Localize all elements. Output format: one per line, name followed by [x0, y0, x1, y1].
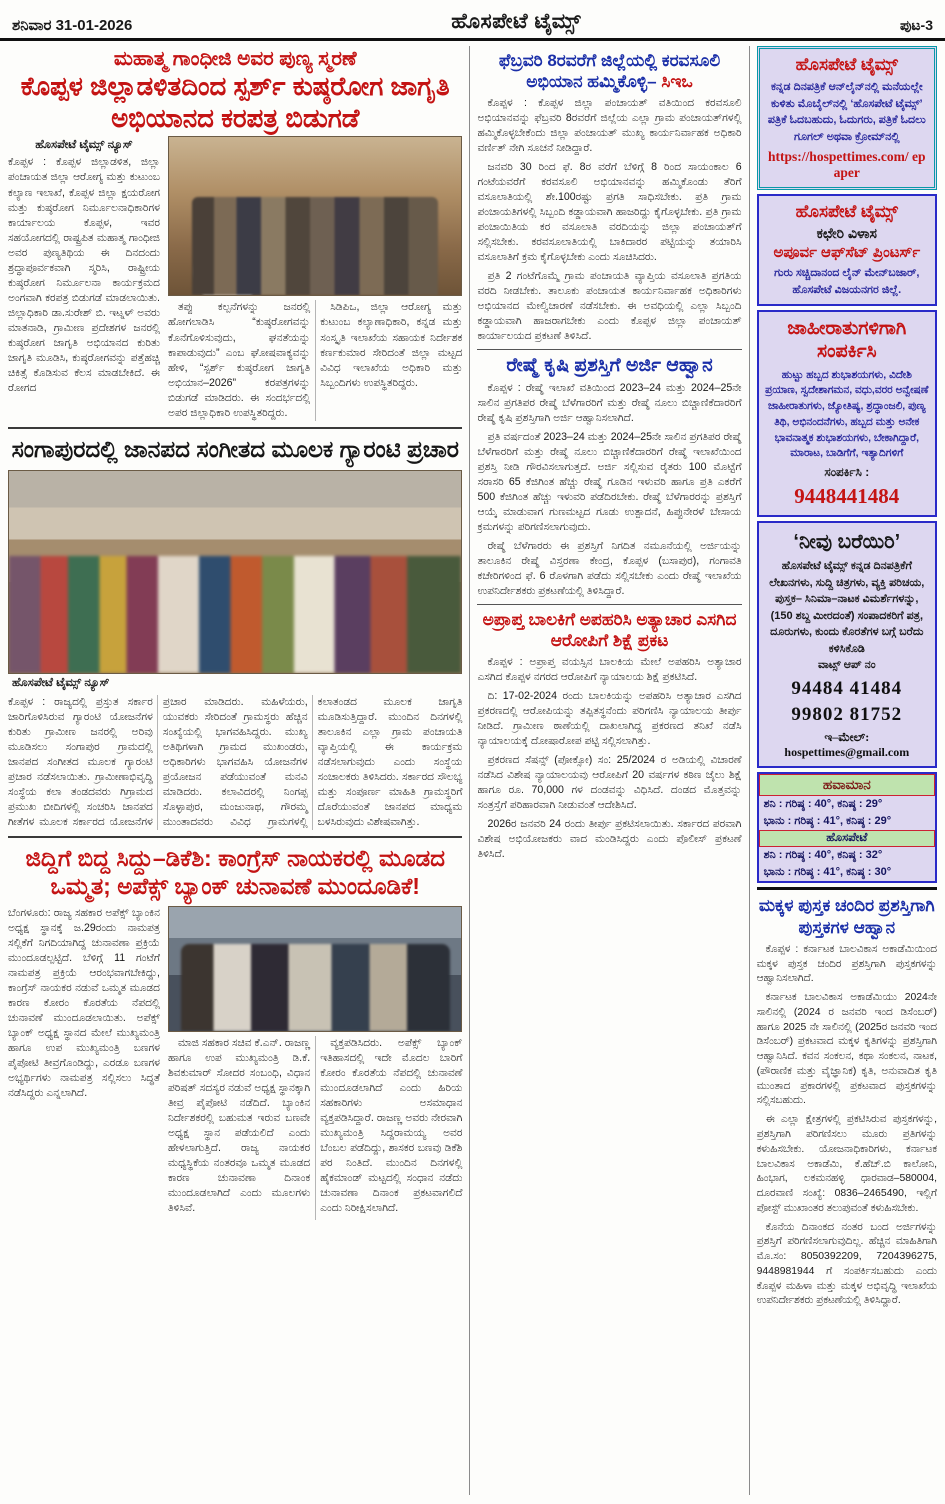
photo-congress-leaders	[168, 906, 462, 1032]
promo-body: ಕನ್ನಡ ದಿನಪತ್ರಿಕೆ ಆನ್‌ಲೈನ್‌ನಲ್ಲಿ ಮನೆಯಲ್ಲೇ ಕುಳಿತು ಮೊಬೈಲ್‌ನಲ್ಲಿ ‘ಹೊಸಪೇಟೆ ಟೈಮ್ಸ್’ ಪತ್ರಿಕೆ ಓದಬಹುದು, ಓದುಗರು, ಪತ್ರಿಕೆ ಓದಲು ಗೂಗಲ್ ಅಥವಾ ಕ್ರೋಮ್‌ನಲ್ಲಿ	[767, 81, 926, 143]
apex-headline: ಜಿದ್ದಿಗೆ ಬಿದ್ದ ಸಿದ್ದು–ಡಿಕೆಶಿ: ಕಾಂಗ್ರೆಸ್ ನಾಯಕರಲ್ಲಿ ಮೂಡದ ಒಮ್ಮತ; ಅಪೆಕ್ಸ್ ಬ್ಯಾಂಕ್ ಚುನಾವಣೆ ಮುಂದೂಡಿಕೆ!	[25, 844, 446, 900]
tax-p1: ಕೊಪ್ಪಳ : ಕೊಪ್ಪಳ ಜಿಲ್ಲಾ ಪಂಚಾಯತ್ ವತಿಯಿಂದ ಕರವಸೂಲಿ ಅಭಿಯಾನವನ್ನು ಫೆಬ್ರವರಿ 8ರವರೆಗೆ ಜಿಲ್ಲೆಯ ಎಲ್ಲಾ ಗ್ರಾಮ ಪಂಚಾಯತ್‌ಗಳಲ್ಲಿ ಹಮ್ಮಿಕೊಳ್ಳಬೇಕೆಂದು ಜಿಲ್ಲಾ ಪಂಚಾಯತ್ ಮುಖ್ಯ ಕಾರ್ಯನಿರ್ವಾಹಕ ಅಧಿಕಾರಿ ವರ್ಣಿತ್ ನೇಗಿ ಸೂಚನೆ ನೀಡಿದ್ದಾರೆ.	[477, 96, 742, 154]
books-p3: ಈ ಎಲ್ಲಾ ಕ್ಷೇತ್ರಗಳಲ್ಲಿ ಪ್ರಕಟಿಸಿರುವ ಪುಸ್ತಕಗಳನ್ನು, ಪ್ರಶಸ್ತಿಗಾಗಿ ಪರಿಗಣಿಸಲು ಮೂರು ಪ್ರತಿಗಳನ್ನು ಕಳುಹಿಸಬೇಕು. ಯೋಜನಾಧಿಕಾರಿಗಳು, ಕರ್ನಾಟಕ ಬಾಲವಿಕಾಸ ಅಕಾಡೆಮಿ, ಕೆ.ಹೆಚ್.ಬಿ ಕಾಲೋನಿ, ಹಿಂಭಾಗ, ಲಕಮನಹಳ್ಳಿ ಧಾರವಾಡ–580004, ದೂರವಾಣಿ ಸಂಖ್ಯೆ: 0836–2465490, ಇಲ್ಲಿಗೆ ಪೋಸ್ಟ್ ಮುಖಾಂತರ ತಲುಪುವಂತೆ ಕಳುಹಿಸಬೇಕು.	[756, 1114, 937, 1214]
lead-body-col3: ಸಿಡಿಪಿಒ, ಜಿಲ್ಲಾ ಆರೋಗ್ಯ ಮತ್ತು ಕುಟುಂಬ ಕಲ್ಯಾಣಾಧಿಕಾರಿ, ಕನ್ನಡ ಮತ್ತು ಸಂಸ್ಕೃತಿ ಇಲಾಖೆಯ ಸಹಾಯಕ ನಿರ್ದೇಶಕ ಕರ್ಣಕುಮಾರ ಸೇರಿದಂತೆ ಜಿಲ್ಲಾ ಮಟ್ಟದ ವಿವಿಧ ಇಲಾಖೆಯ ಅಧಿಕಾರಿ ಮತ್ತು ಸಿಬ್ಬಂದಿಗಳು ಉಪಸ್ಥಿತರಿದ್ದರು.	[320, 301, 463, 389]
middle-column-stack	[469, 46, 749, 1495]
office-title: ಹೊಸಪೇಟೆ ಟೈಮ್ಸ್	[795, 202, 898, 221]
advertise-box	[757, 310, 937, 517]
ads-title: ಜಾಹೀರಾತುಗಳಿಗಾಗಿ ಸಂಪರ್ಕಿಸಿ	[787, 318, 907, 362]
article-pocso-verdict	[477, 604, 741, 862]
weather-row-sat-2: ಶನಿ : ಗರಿಷ್ಠ : 40°, ಕನಿಷ್ಠ : 32°	[763, 848, 883, 861]
email-address[interactable]: hospettimes@gmail.com	[784, 744, 910, 759]
weather-box	[757, 772, 937, 883]
lead-body-col2: ತಪ್ಪು ಕಲ್ಪನೆಗಳನ್ನು ಜನರಲ್ಲಿ ಹೋಗಲಾಡಿಸಿ “ಕುಷ್ಠರೋಗವನ್ನು ಕೊನೆಗೊಳಿಸುವುದು, ಘನತೆಯನ್ನು ಕಾಪಾಡುವುದು” ಎಂಬ ಘೋಷವಾಕ್ಯವನ್ನು ಹೇಳಿ, “ಸ್ಪರ್ಶ್ ಕುಷ್ಠರೋಗ ಜಾಗೃತಿ ಅಭಿಯಾನ–2026” ಕರಪತ್ರಗಳನ್ನು ಬಿಡುಗಡೆ ಮಾಡಿದರು. ಈ ಸಂದರ್ಭದಲ್ಲಿ ಅಪರ ಜಿಲ್ಲಾಧಿಕಾರಿ ಉಪಸ್ಥಿತರಿದ್ದರು.	[168, 301, 311, 419]
ads-phone: 9448441484	[794, 484, 900, 509]
write-title: ‘ನೀವು ಬರೆಯಿರಿ’	[793, 531, 901, 554]
pocso-p1: ಕೊಪ್ಪಳ : ಅಪ್ರಾಪ್ತ ವಯಸ್ಸಿನ ಬಾಲಕಿಯ ಮೇಲೆ ಅಪಹರಿಸಿ ಅತ್ಯಾಚಾರ ಎಸಗಿದ ಕೊಪ್ಪಳ ನಗರದ ಆರೋಪಿಗೆ ನ್ಯಾಯಾಲಯ ಶಿಕ್ಷೆ ಪ್ರಕಟಿಸಿದೆ.	[477, 655, 742, 683]
pocso-headline: ಅಪ್ರಾಪ್ತ ಬಾಲಕಿಗೆ ಅಪಹರಿಸಿ ಅತ್ಯಾಚಾರ ಎಸಗಿದ ಆರೋಪಿಗೆ ಶಿಕ್ಷೆ ಪ್ರಕಟ	[482, 610, 737, 651]
guarantee-byline: ಹೊಸಪೇಟೆ ಟೈಮ್ಸ್ ನ್ಯೂಸ್	[12, 676, 110, 689]
tax-p2: ಜನವರಿ 30 ರಿಂದ ಫೆ. 8ರ ವರೆಗೆ ಬೆಳಿಗ್ಗೆ 8 ರಿಂದ ಸಾಯಂಕಾಲ 6 ಗಂಟೆಯವರೆಗೆ ಕರವಸೂಲಿ ಅಭಿಯಾನವನ್ನು ಹಮ್ಮಿಕೊಂಡು ತೆರಿಗೆ ವಸೂಲಾತಿಯಲ್ಲಿ ಶೇ.100ರಷ್ಟು ಪ್ರಗತಿ ಸಾಧಿಸಬೇಕು. ಪ್ರತಿ ಗ್ರಾಮ ಪಂಚಾಯತಿಗಳಲ್ಲಿ ಸಿಬ್ಬಂದಿ ಕಡ್ಡಾಯವಾಗಿ ಹಾಜರಿದ್ದು ಕೈಗೊಳ್ಳಬೇಕು. ಪ್ರತಿ ಗ್ರಾಮ ಪಂಚಾಯಿತಿಯ ಕರ ವಸೂಲಾತಿ ವರದಿಯನ್ನು ಜಿಲ್ಲಾ ಪಂಚಾಯತ್‌ಗೆ ಸಲ್ಲಿಸಬೇಕು. ಕರವಸೂಲಾತಿಯಲ್ಲಿ ಬಾಕಿದಾರರ ಪಟ್ಟಿಯನ್ನು ತಯಾರಿಸಿ ವಸೂಲಾತಿಗೆ ಕ್ರಮ ಕೈಗೊಳ್ಳಬೇಕು ಎಂದು ಸೂಚಿಸಿದರು.	[477, 160, 742, 263]
article-apex-bank	[8, 836, 462, 1220]
email-label: ಇ–ಮೇಲ್:	[824, 729, 870, 744]
sericulture-p3: ರೇಷ್ಮೆ ಬೆಳೆಗಾರರು ಈ ಪ್ರಶಸ್ತಿಗೆ ನಿಗದಿತ ನಮೂನೆಯಲ್ಲಿ ಅರ್ಜಿಯನ್ನು ತಾಲೂಕಿನ ರೇಷ್ಮೆ ವಿಸ್ತರಣಾ ಕೇಂದ್ರ, ಕೊಪ್ಪಳ (ಬಸಾಪುರ), ಗಂಗಾವತಿ ಕಚೇರಿಗಳಿಂದ ಫೆ. 6 ರೊಳಗಾಗಿ ಪಡೆದು ಸಲ್ಲಿಸಬೇಕು ಎಂದು ರೇಷ್ಮೆ ಇಲಾಖೆಯ ಉಪನಿರ್ದೇಶಕರು ಪ್ರಕಟಣೆಯಲ್ಲಿ ತಿಳಿಸಿದ್ದಾರೆ.	[477, 540, 742, 598]
lead-body-col1: ಕೊಪ್ಪಳ : ಕೊಪ್ಪಳ ಜಿಲ್ಲಾಡಳಿತ, ಜಿಲ್ಲಾ ಪಂಚಾಯತ ಜಿಲ್ಲಾ ಆರೋಗ್ಯ ಮತ್ತು ಕುಟುಂಬ ಕಲ್ಯಾಣ ಇಲಾಖೆ, ಕೊಪ್ಪಳ ಜಿಲ್ಲಾ ಕ್ಷಯರೋಗ ಮತ್ತು ಕುಷ್ಠರೋಗ ನಿರ್ಮೂಲನಾಧಿಕಾರಿಗಳ ಕಾರ್ಯಾಲಯ ಕೊಪ್ಪಳ, ಇವರ ಸಹಯೋಗದಲ್ಲಿ ರಾಷ್ಟ್ರಪಿತ ಮಹಾತ್ಮ ಗಾಂಧೀಜಿ ಅವರ ಪುಣ್ಯತಿಥಿಯ ಈ ದಿನದಂದು ಶ್ರದ್ಧಾಪೂರ್ವಕವಾಗಿ ಸ್ಮರಿಸಿ, ರಾಷ್ಟ್ರೀಯ ಕುಷ್ಠರೋಗ ನಿರ್ಮೂಲನಾ ಕಾರ್ಯಕ್ರಮದ ಅಂಗವಾಗಿ ಕರಪತ್ರ ಬಿಡುಗಡೆ ಮಾಡಲಾಯಿತು. ಜಿಲ್ಲಾಧಿಕಾರಿ ಡಾ.ಸುರೇಶ್ ಬಿ. ಇಟ್ನಳ್ ಅವರು ಮಾತನಾಡಿ, ಗ್ರಾಮೀಣ ಪ್ರದೇಶಗಳ ಜನರಲ್ಲಿ ಕುಷ್ಠರೋಗ ಜಾಗೃತಿ ಅಭಿಯಾನದ ಕುರಿತು ಜಾಗೃತಿ ಮೂಡಿಸಿ, ಕುಷ್ಠರೋಗವನ್ನು ಪತ್ತೆಹಚ್ಚಿ ಚಿಕಿತ್ಸೆ ಕೊಡಿಸುವ ಕೆಲಸ ಮಾಡಬೇಕಿದೆ. ಈ ರೋಗದ	[8, 156, 160, 394]
lead-headline: ಕೊಪ್ಪಳ ಜಿಲ್ಲಾಡಳಿತದಿಂದ ಸ್ಪರ್ಶ್ ಕುಷ್ಠರೋಗ ಜಾಗೃತಿ ಅಭಿಯಾನದ ಕರಪತ್ರ ಬಿಡುಗಡೆ	[20, 71, 450, 133]
page-number: ಪುಟ-3	[900, 17, 933, 33]
article-guarantee-campaign	[8, 427, 462, 830]
sericulture-p2: ಪ್ರತಿ ವರ್ಷದಂತೆ 2023–24 ಮತ್ತು 2024–25ನೇ ಸಾಲಿನ ಪ್ರಗತಿಪರ ರೇಷ್ಮೆ ಬೆಳೆಗಾರರಿಗೆ ಮತ್ತು ರೇಷ್ಮೆ ನೂಲು ಬಿಚ್ಚಾಣಿಕೆದಾರರಿಗೆ ರೇಷ್ಮೆ ಇಲಾಖೆಯಿಂದ ಪ್ರಶಸ್ತಿ ನೀಡಿ ಗೌರವಿಸಲಾಗುತ್ತದೆ. ಅರ್ಜಿ ಸಲ್ಲಿಸುವ ರೈತರು 100 ಮೊಟ್ಟೆಗೆ ಸರಾಸರಿ 65 ಕೆಜಿಗಿಂತ ಹೆಚ್ಚು ರೇಷ್ಮೆ ಗೂಡಿನ ಇಳುವರಿ ಹಾಗೂ ಪ್ರತಿ ಎಕರೆಗೆ 500 ಕೆಜಿಗಿಂತ ಹೆಚ್ಚು ಇಳುವರಿ ಪಡೆದಿರಬೇಕು. ರೇಷ್ಮೆ ಬೆಳೆಗಾರರನ್ನು ಪ್ರಶಸ್ತಿಗೆ ಆಯ್ಕೆ ಮಾಡುವಾಗ ಗುಣಮಟ್ಟದ ಗೂಡು ಉತ್ಪಾದನೆ, ಹಿಪ್ಪುನೇರಳೆ ಬೇಸಾಯ ಕ್ರಮಗಳನ್ನು ಪರಿಗಣಿಸಲಾಗುವುದು.	[477, 430, 742, 534]
books-headline: ಮಕ್ಕಳ ಪುಸ್ತಕ ಚಂದಿರ ಪ್ರಶಸ್ತಿಗಾಗಿ ಪುಸ್ತಕಗಳ ಆಹ್ವಾನ	[758, 895, 935, 937]
ads-contact-label: ಸಂಪರ್ಕಿಸಿ :	[824, 465, 870, 480]
apex-body-col2: ಮಾಜಿ ಸಹಕಾರ ಸಚಿವ ಕೆ.ಎನ್. ರಾಜಣ್ಣ ಹಾಗೂ ಉಪ ಮುಖ್ಯಮಂತ್ರಿ ಡಿ.ಕೆ. ಶಿವಕುಮಾರ್ ಸೋದರ ಸಂಬಂಧಿ, ವಿಧಾನ ಪರಿಷತ್ ಸದಸ್ಯರ ನಡುವೆ ಅಧ್ಯಕ್ಷ ಸ್ಥಾನಕ್ಕಾಗಿ ತೀವ್ರ ಪೈಪೋಟಿ ನಡೆದಿದೆ. ಬ್ಯಾಂಕಿನ ನಿರ್ದೇಶಕರಲ್ಲಿ ಬಹುಮತ ಇರುವ ಬಣವೇ ಅಧ್ಯಕ್ಷ ಸ್ಥಾನ ಪಡೆಯಲಿದೆ ಎಂದು ಹೇಳಲಾಗುತ್ತಿದೆ. ರಾಜ್ಯ ನಾಯಕರ ಮಧ್ಯಸ್ಥಿಕೆಯ ನಂತರವೂ ಒಮ್ಮತ ಮೂಡದ ಕಾರಣ ಚುನಾವಣಾ ದಿನಾಂಕ ಮುಂದೂಡಲಾಗಿದೆ ಎಂದು ಮೂಲಗಳು ತಿಳಿಸಿವೆ.	[168, 1037, 311, 1215]
apex-body-col1: ಬೆಂಗಳೂರು: ರಾಜ್ಯ ಸಹಕಾರ ಅಪೆಕ್ಸ್ ಬ್ಯಾಂಕಿನ ಅಧ್ಯಕ್ಷ ಸ್ಥಾನಕ್ಕೆ ಜ.29ರಂದು ನಾಮಪತ್ರ ಸಲ್ಲಿಕೆಗೆ ನಿಗದಿಯಾಗಿದ್ದ ಚುನಾವಣಾ ಪ್ರಕ್ರಿಯೆ ಮುಂದೂಡಲ್ಪಟ್ಟಿದೆ. ಬೆಳಿಗ್ಗೆ 11 ಗಂಟೆಗೆ ನಾಮಪತ್ರ ಪ್ರಕ್ರಿಯೆ ಆರಂಭವಾಗಬೇಕಿದ್ದು, ಕಾಂಗ್ರೆಸ್ ನಾಯಕರ ನಡುವೆ ಒಮ್ಮತ ಮೂಡದ ಕಾರಣ ಕೋರಂ ಕೊರತೆಯ ನೆಪದಲ್ಲಿ ಚುನಾವಣೆ ಮುಂದೂಡಲಾಯಿತು. ಅಪೆಕ್ಸ್ ಬ್ಯಾಂಕ್ ಅಧ್ಯಕ್ಷ ಸ್ಥಾನದ ಮೇಲೆ ಮುಖ್ಯಮಂತ್ರಿ ಹಾಗೂ ಉಪ ಮುಖ್ಯಮಂತ್ರಿ ಬಣಗಳ ಪೈಪೋಟಿ ತೀವ್ರಗೊಂಡಿದ್ದು, ಎರಡೂ ಬಣಗಳ ಅಭ್ಯರ್ಥಿಗಳು ನಾಮಪತ್ರ ಸಲ್ಲಿಸಲು ಸಿದ್ಧತೆ ನಡೆಸಿದ್ದರು ಎನ್ನಲಾಗಿದೆ.	[8, 907, 160, 1100]
ads-body: ಹುಟ್ಟು ಹಬ್ಬದ ಶುಭಾಶಯಗಳು, ವಿದೇಶಿ ಪ್ರಯಾಣ, ಸ್ವದೇಶಾಗಮನ, ವಧು,ವರರ ಅನ್ವೇಷಣೆ ಜಾಹೀರಾತುಗಳು, ಜ್ಯೋತಿಷ್ಯ, ಶ್ರದ್ಧಾಂಜಲಿ, ಪುಣ್ಯ ತಿಥಿ, ಅಭಿನಂದನೆಗಳು, ಹಬ್ಬದ ಮತ್ತು ಅನೇಕ ಭಾವನಾತ್ಮಕ ಶುಭಾಶಯಗಳು, ಬೇಕಾಗಿದ್ದಾರೆ, ಮಾರಾಟ, ಬಾಡಿಗೆಗೆ, ಇತ್ಯಾದಿಗಳಿಗೆ	[765, 368, 929, 460]
weather-row-sun-2: ಭಾನು : ಗರಿಷ್ಠ : 41°, ಕನಿಷ್ಠ : 30°	[763, 865, 892, 878]
office-address: ಗುರು ಸಚ್ಚಿದಾನಂದ ಲೈನ್ ಮೇನ್‌ಬಜಾರ್, ಹೊಸಪೇಟೆ ವಿಜಯನಗರ ಜಿಲ್ಲೆ.	[774, 267, 920, 296]
lead-body-below-photo	[168, 300, 462, 420]
article-children-book-award	[757, 887, 937, 1314]
promo-title: ಹೊಸಪೇಟೆ ಟೈಮ್ಸ್	[795, 55, 898, 74]
article-leprosy-campaign	[8, 48, 462, 421]
apex-body-col3: ವ್ಯಕ್ತಪಡಿಸಿದರು. ಅಪೆಕ್ಸ್ ಬ್ಯಾಂಕ್ ಇತಿಹಾಸದಲ್ಲಿ ಇದೇ ಮೊದಲ ಬಾರಿಗೆ ಕೋರಂ ಕೊರತೆಯ ನೆಪದಲ್ಲಿ ಚುನಾವಣೆ ಮುಂದೂಡಲಾಗಿದೆ ಎಂದು ಹಿರಿಯ ಸಹಕಾರಿಗಳು ಅಸಮಾಧಾನ ವ್ಯಕ್ತಪಡಿಸಿದ್ದಾರೆ. ರಾಜಣ್ಣ ಅವರು ನೇರವಾಗಿ ಮುಖ್ಯಮಂತ್ರಿ ಸಿದ್ದರಾಮಯ್ಯ ಅವರ ಬೆಂಬಲ ಪಡೆದಿದ್ದು, ಶಾಸಕರ ಬಣವು ಡಿಕೆಶಿ ಪರ ನಿಂತಿದೆ. ಮುಂದಿನ ದಿನಗಳಲ್ಲಿ ಹೈಕಮಾಂಡ್ ಮಟ್ಟದಲ್ಲಿ ಸಂಧಾನ ನಡೆದು ಚುನಾವಣಾ ದಿನಾಂಕ ಪ್ರಕಟವಾಗಲಿದೆ ಎಂದು ನಿರೀಕ್ಷಿಸಲಾಗಿದೆ.	[320, 1037, 463, 1215]
pocso-body	[477, 655, 741, 862]
epaper-promo-box	[757, 46, 937, 190]
sericulture-headline: ರೇಷ್ಮೆ ಕೃಷಿ ಪ್ರಶಸ್ತಿಗೆ ಅರ್ಜಿ ಆಹ್ವಾನ	[506, 355, 713, 376]
write-phone-2: 99802 81752	[791, 703, 903, 725]
guarantee-body: ಕೊಪ್ಪಳ : ರಾಜ್ಯದಲ್ಲಿ ಪ್ರಸ್ತುತ ಸರ್ಕಾರ ಜಾರಿಗೊಳಿಸಿರುವ ಗ್ಯಾರಂಟಿ ಯೋಜನೆಗಳ ಕುರಿತು ಗ್ರಾಮೀಣ ಜನರಲ್ಲಿ ಅರಿವು ಮೂಡಿಸಲು ಸಂಗಾಪುರ ಗ್ರಾಮದಲ್ಲಿ ಜಾನಪದ ಸಂಗೀತದ ಮೂಲಕ ಗ್ಯಾರಂಟಿ ಪ್ರಚಾರ ನಡೆಸಲಾಯಿತು. ಗ್ರಾಮೀಣಾಭಿವೃದ್ಧಿ ಸಂಸ್ಥೆಯ ಕಲಾ ತಂಡದವರು ಗಿಗ್ರಾಮದ ಪ್ರಮುಖ ಬೀದಿಗಳಲ್ಲಿ ಸಂಚರಿಸಿ ಜಾನಪದ ಗೀತೆಗಳ ಮೂಲಕ ಸರ್ಕಾರದ ಯೋಜನೆಗಳ ಪ್ರಚಾರ ಮಾಡಿದರು. ಮಹಿಳೆಯರು, ಯುವಕರು ಸೇರಿದಂತೆ ಗ್ರಾಮಸ್ಥರು ಹೆಚ್ಚಿನ ಸಂಖ್ಯೆಯಲ್ಲಿ ಭಾಗವಹಿಸಿದ್ದರು. ಮುಖ್ಯ ಅತಿಥಿಗಳಾಗಿ ಗ್ರಾಮದ ಮುಖಂಡರು, ಅಧಿಕಾರಿಗಳು ಭಾಗವಹಿಸಿ ಯೋಜನೆಗಳ ಪ್ರಯೋಜನ ಪಡೆಯುವಂತೆ ಮನವಿ ಮಾಡಿದರು. ಕಲಾವಿದರಲ್ಲಿ ನಿಂಗಪ್ಪ ಸೊಳ್ಳಾಪುರ, ಮಂಜುನಾಥ, ಗೌರಮ್ಮ ಮುಂತಾದವರು ವಿವಿಧ ಗ್ರಾಮಗಳಲ್ಲಿ ಕಲಾತಂಡದ ಮೂಲಕ ಜಾಗೃತಿ ಮೂಡಿಸುತ್ತಿದ್ದಾರೆ. ಮುಂದಿನ ದಿನಗಳಲ್ಲಿ ತಾಲೂಕಿನ ಎಲ್ಲಾ ಗ್ರಾಮ ಪಂಚಾಯತಿ ವ್ಯಾಪ್ತಿಯಲ್ಲಿ ಈ ಕಾರ್ಯಕ್ರಮ ನಡೆಸಲಾಗುವುದು ಎಂದು ಸಂಸ್ಥೆಯ ಸಂಚಾಲಕರು ತಿಳಿಸಿದರು. ಸರ್ಕಾರದ ಸೌಲಭ್ಯ ಮತ್ತು ಸಂಪೂರ್ಣ ಮಾಹಿತಿ ಗ್ರಾಮಸ್ಥರಿಗೆ ದೊರೆಯುವಂತೆ ಜಾನಪದ ಮಾಧ್ಯಮ ಬಳಸಿರುವುದು ವಿಶೇಷವಾಗಿತ್ತು.	[8, 695, 463, 828]
photo-folk-music-street	[8, 470, 462, 674]
photo-pamphlet-release	[168, 136, 462, 296]
office-address-box	[757, 194, 937, 306]
weather-title: ಹವಾಮಾನ	[759, 774, 935, 796]
books-p2: ಕರ್ನಾಟಕ ಬಾಲವಿಕಾಸ ಅಕಾಡೆಮಿಯು 2024ನೇ ಸಾಲಿನಲ್ಲಿ (2024 ರ ಜನವರಿ ಇಂದ ಡಿಸೆಂಬರ್) ಹಾಗೂ 2025 ನೇ ಸಾಲಿನಲ್ಲಿ (2025ರ ಜನವರಿ ಇಂದ ಡಿಸೆಂಬರ್) ಪ್ರಕಟವಾದ ಮಕ್ಕಳ ಕೃತಿಗಳನ್ನು ಪ್ರಶಸ್ತಿಗಾಗಿ ಆಹ್ವಾನಿಸಿದೆ. ಕವನ ಸಂಕಲನ, ಕಥಾ ಸಂಕಲನ, ನಾಟಕ, (ಪೌರಾಣಿಕ ಮತ್ತು ವೈಜ್ಞಾನಿಕ) ಕೃತಿ, ಅನುವಾದಿತ ಕೃತಿ ಮುಂತಾದ ಪ್ರಕಾರಗಳಲ್ಲಿ ಪ್ರಕಟವಾದ ಪುಸ್ತಕಗಳನ್ನು ಸಲ್ಲಿಸಬಹುದು.	[756, 992, 937, 1107]
lead-byline: ಹೊಸಪೇಟೆ ಟೈಮ್ಸ್ ನ್ಯೂಸ್	[35, 139, 133, 152]
office-subtitle: ಕಛೇರಿ ವಿಳಾಸ	[816, 225, 877, 241]
apex-body-below-photo	[168, 1036, 462, 1220]
office-printer: ಅಪೂರ್ವ ಆಫ್‌ಸೆಟ್ ಪ್ರಿಂಟರ್ಸ್	[773, 244, 921, 261]
pocso-p4: 2026ರ ಜನವರಿ 24 ರಂದು ತೀರ್ಪು ಪ್ರಕಟಿಸಲಾಯಿತು. ಸರ್ಕಾರದ ಪರವಾಗಿ ವಿಶೇಷ ಅಭಿಯೋಜಕರು ವಾದ ಮಂಡಿಸಿದ್ದರು ಎಂದು ಪೊಲೀಸ್ ಪ್ರಕಟಣೆ ತಿಳಿಸಿದೆ.	[477, 818, 742, 861]
write-body: ಹೊಸಪೇಟೆ ಟೈಮ್ಸ್ ಕನ್ನಡ ದಿನಪತ್ರಿಕೆಗೆ ಲೇಖನಗಳು, ಸುದ್ದಿ ಚಿತ್ರಗಳು, ವ್ಯಕ್ತಿ ಪರಿಚಯ, ಪುಸ್ತಕ– ಸಿನಿಮಾ–ನಾಟಕ ವಿಮರ್ಶೆಗಳನ್ನು,(150 ಶಬ್ದ ಮೀರದಂತೆ) ಸಂಪಾದಕರಿಗೆ ಪತ್ರ, ದೂರುಗಳು, ಕುಂದು ಕೊರತೆಗಳ ಬಗ್ಗೆ ಬರೆದು ಕಳಿಸಿಕೊಡಿ	[769, 560, 925, 655]
weather-row-sun: ಭಾನು : ಗರಿಷ್ಠ : 41°, ಕನಿಷ್ಠ : 29°	[763, 814, 892, 827]
tax-headline-main: ಫೆಬ್ರವರಿ 8ರವರೆಗೆ ಜಿಲ್ಲೆಯಲ್ಲಿ ಕರವಸೂಲಿ ಅಭಿಯಾನ ಹಮ್ಮಿಕೊಳ್ಳಿ–	[498, 51, 721, 92]
lead-kicker: ಮಹಾತ್ಮ ಗಾಂಧೀಜಿ ಅವರ ಪುಣ್ಯ ಸ್ಮರಣೆ	[113, 48, 357, 70]
article-tax-collection	[477, 46, 741, 344]
sericulture-body	[477, 381, 741, 599]
page-header	[0, 0, 945, 41]
epaper-link[interactable]: https://hospettimes.com/ epaper	[768, 149, 926, 180]
left-column-stack	[8, 46, 462, 1495]
sidebar	[757, 46, 937, 1495]
contact-email[interactable]	[765, 730, 929, 760]
page-date: ಶನಿವಾರ 31-01-2026	[12, 17, 133, 34]
write-phone-1: 94484 41484	[791, 677, 903, 699]
page-content	[0, 41, 945, 1495]
sericulture-p1: ಕೊಪ್ಪಳ : ರೇಷ್ಮೆ ಇಲಾಖೆ ವತಿಯಿಂದ 2023–24 ಮತ್ತು 2024–25ನೇ ಸಾಲಿನ ಪ್ರಗತಿಪರ ರೇಷ್ಮೆ ಬೆಳೆಗಾರರಿಗೆ ಮತ್ತು ರೇಷ್ಮೆ ನೂಲು ಬಿಚ್ಚಾಣಿಕೆದಾರರಿಗೆ ರೇಷ್ಮೆ ಕೃಷಿ ಪ್ರಶಸ್ತಿಗಾಗಿ ಅರ್ಜಿ ಆಹ್ವಾನಿಸಲಾಗಿದೆ.	[477, 381, 742, 424]
tax-headline	[477, 46, 741, 96]
books-p4: ಕೊನೆಯ ದಿನಾಂಕದ ನಂತರ ಬಂದ ಅರ್ಜಿಗಳನ್ನು ಪ್ರಶಸ್ತಿಗೆ ಪರಿಗಣಿಸಲಾಗುವುದಿಲ್ಲ. ಹೆಚ್ಚಿನ ಮಾಹಿತಿಗಾಗಿ ಮೊ.ಸಂ: 8050392209, 7204396275, 9448981944 ಗೆ ಸಂಪರ್ಕಿಸಬಹುದು ಎಂದು ಕೊಪ್ಪಳ ಮಹಿಳಾ ಮತ್ತು ಮಕ್ಕಳ ಅಭಿವೃದ್ಧಿ ಇಲಾಖೆಯ ಉಪನಿರ್ದೇಶಕರು ಪ್ರಕಟಣೆಯಲ್ಲಿ ತಿಳಿಸಿದ್ದಾರೆ.	[756, 1221, 937, 1307]
masthead-title: ಹೊಸಪೇಟೆ ಟೈಮ್ಸ್	[451, 10, 582, 33]
article-sericulture-award	[477, 349, 741, 599]
tax-headline-attribution: ಸಿಇಒ	[661, 72, 693, 92]
tax-p3: ಪ್ರತಿ 2 ಗಂಟೆಗೊಮ್ಮೆ ಗ್ರಾಮ ಪಂಚಾಯತಿ ವ್ಯಾಪ್ತಿಯ ವಸೂಲಾತಿ ಪ್ರಗತಿಯ ವರದಿ ನೀಡಬೇಕು. ತಾಲೂಕು ಪಂಚಾಯತ ಕಾರ್ಯನಿರ್ವಾಹಕ ಅಧಿಕಾರಿಗಳು ಅಭಿಯಾನದ ಮೇಲ್ವಿಚಾರಣೆ ನಡೆಸಬೇಕು. ಈ ಅವಧಿಯಲ್ಲಿ ಎಲ್ಲಾ ಸಿಬ್ಬಂದಿ ಕಡ್ಡಾಯವಾಗಿ ಹಾಜರಾಗಬೇಕು ಎಂದು ಕೊಪ್ಪಳ ಜಿಲ್ಲಾ ಪಂಚಾಯತ್ ಕಾರ್ಯಾಲಯದ ಪ್ರಕಟಣೆ ತಿಳಿಸಿದೆ.	[477, 269, 742, 342]
weather-subtitle-hosapete: ಹೊಸಪೇಟೆ	[759, 830, 935, 847]
pocso-p2: ದಿ: 17-02-2024 ರಂದು ಬಾಲಕಿಯನ್ನು ಅಪಹರಿಸಿ ಅತ್ಯಾಚಾರ ಎಸಗಿದ ಪ್ರಕರಣದಲ್ಲಿ ಆರೋಪಿಯನ್ನು ತಪ್ಪಿತಸ್ಥನೆಂದು ಪರಿಗಣಿಸಿ ನ್ಯಾಯಾಲಯ ತೀರ್ಪು ನೀಡಿದೆ. ಗ್ರಾಮೀಣ ಠಾಣೆಯಲ್ಲಿ ದಾಖಲಾಗಿದ್ದ ಪ್ರಕರಣದ ತನಿಖೆ ನಡೆಸಿ ನ್ಯಾಯಾಲಯಕ್ಕೆ ದೋಷಾರೋಪ ಪಟ್ಟಿ ಸಲ್ಲಿಸಲಾಗಿತ್ತು.	[477, 689, 742, 747]
guarantee-headline: ಸಂಗಾಪುರದಲ್ಲಿ ಜಾನಪದ ಸಂಗೀತದ ಮೂಲಕ ಗ್ಯಾರಂಟಿ ಪ್ರಚಾರ	[11, 435, 459, 462]
write-whatsapp-label: ವಾಟ್ಸ್ ಆಪ್ ನಂ	[817, 659, 876, 672]
tax-body	[477, 96, 741, 345]
weather-row-sat: ಶನಿ : ಗರಿಷ್ಠ : 40°, ಕನಿಷ್ಠ : 29°	[763, 797, 883, 810]
books-body	[757, 943, 937, 1309]
write-to-us-box	[757, 521, 937, 768]
books-p1: ಕೊಪ್ಪಳ : ಕರ್ನಾಟಕ ಬಾಲವಿಕಾಸ ಅಕಾಡೆಮಿಯಿಂದ ಮಕ್ಕಳ ಪುಸ್ತಕ ಚಂದಿರ ಪ್ರಶಸ್ತಿಗಾಗಿ ಪುಸ್ತಕಗಳನ್ನು ಆಹ್ವಾನಿಸಲಾಗಿದೆ.	[756, 943, 937, 985]
pocso-p3: ಪ್ರಕರಣದ ಸೆಷನ್ಸ್ (ಪೋಕ್ಸೋ) ಸಂ: 25/2024 ರ ಅಡಿಯಲ್ಲಿ ವಿಚಾರಣೆ ನಡೆಸಿದ ವಿಶೇಷ ನ್ಯಾಯಾಲಯವು ಆರೋಪಿಗೆ 20 ವರ್ಷಗಳ ಕಠಿಣ ಜೈಲು ಶಿಕ್ಷೆ ಹಾಗೂ ರೂ. 70,000 ಗಳ ದಂಡವನ್ನು ವಿಧಿಸಿದೆ. ದಂಡದ ಮೊತ್ತವನ್ನು ಸಂತ್ರಸ್ತೆಗೆ ಪರಿಹಾರವಾಗಿ ನೀಡುವಂತೆ ಆದೇಶಿಸಿದೆ.	[477, 753, 742, 811]
